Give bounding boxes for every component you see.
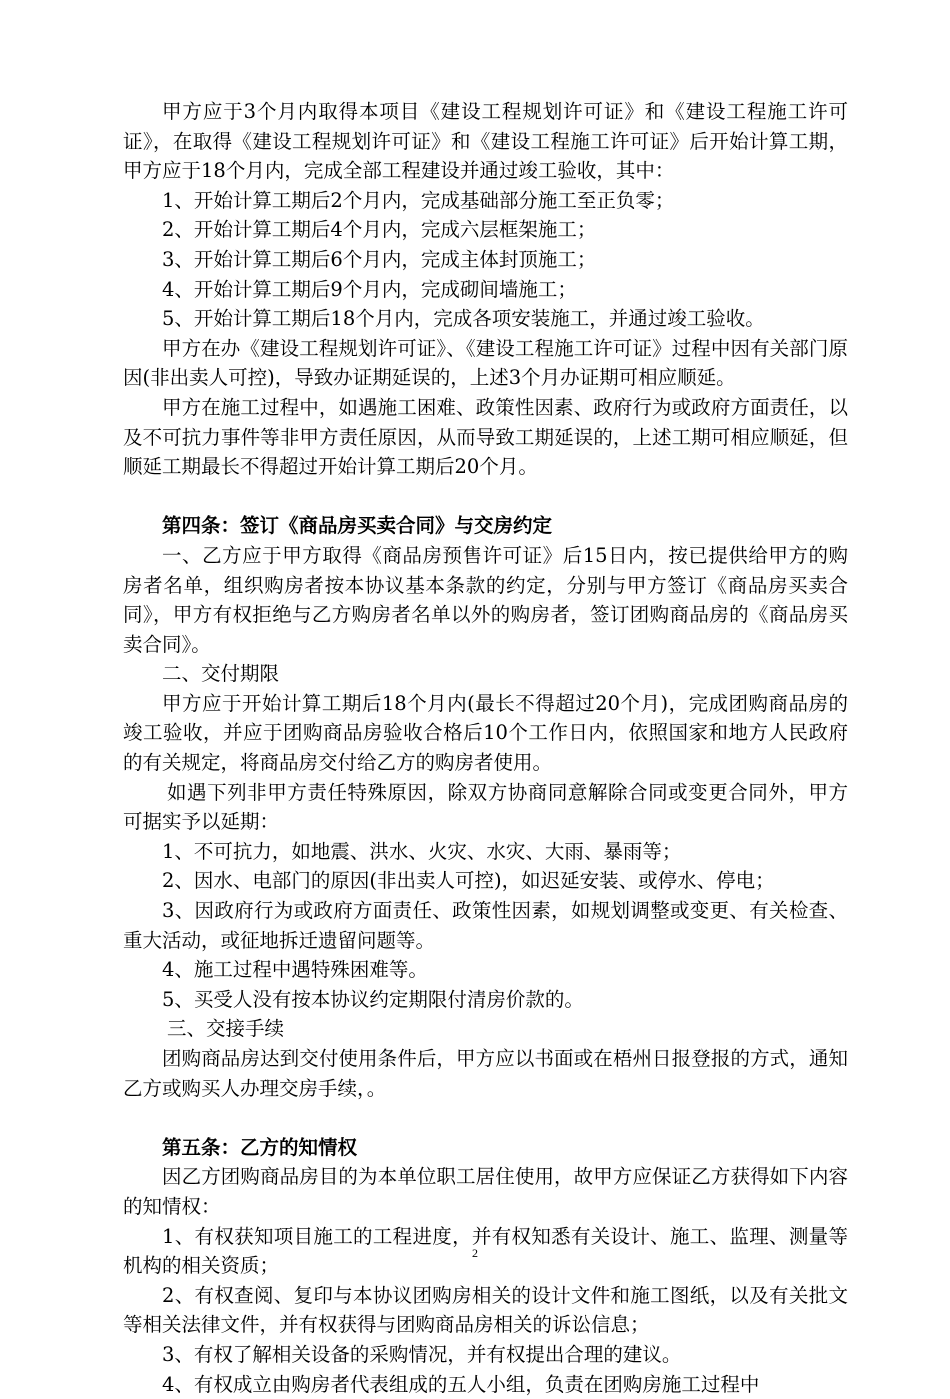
section-spacer (123, 482, 848, 512)
list-item-delay-3: 3、因政府行为或政府方面责任、政策性因素，如规划调整或变更、有关检查、重大活动，或征地拆迁遗留问题等。 (123, 899, 848, 952)
list-item-right-2: 2、有权查阅、复印与本协议团购房相关的设计文件和施工图纸，以及有关批文等相关法律文件，并有权获得与团购商品房相关的诉讼信息； (123, 1283, 848, 1337)
paragraph-sign-contract: 一、乙方应于甲方取得《商品房预售许可证》后15日内，按已提供给甲方的购房者名单，组织购房者按本协议基本条款的约定，分别与甲方签订《商品房买卖合同》，甲方有权拒绝与乙方购房者名单以外的购房者，签订团购商品房的《商品房买卖合同》。 (123, 543, 848, 656)
paragraph-permit-delay: 甲方在办《建设工程规划许可证》、《建设工程施工许可证》过程中因有关部门原因(非出卖人可控)，导致办证期延误的，上述3个月办证期可相应顺延。 (123, 336, 848, 390)
paragraph-right-to-know: 因乙方团购商品房目的为本单位职工居住使用，故甲方应保证乙方获得如下内容的知情权： (123, 1165, 848, 1218)
list-item-right-1: 1、有权获知项目施工的工程进度，并有权知悉有关设计、施工、监理、测量等机构的相关资质； (123, 1224, 848, 1278)
paragraph-delivery-period: 甲方应于开始计算工期后18个月内(最长不得超过20个月)，完成团购商品房的竣工验收，并应于团购商品房验收合格后10个工作日内，依照国家和地方人民政府的有关规定，将商品房交付给乙方的购房者使用。 (123, 691, 848, 775)
list-item-delay-1: 1、不可抗力，如地震、洪水、火灾、水灾、大雨、暴雨等； (162, 839, 682, 863)
list-item-milestone-1: 1、开始计算工期后2个月内，完成基础部分施工至正负零； (162, 188, 675, 212)
paragraph-construction-delay: 甲方在施工过程中，如遇施工困难、政策性因素、政府行为或政府方面责任，以及不可抗力事件等非甲方责任原因，从而导致工期延误的，上述工期可相应顺延，但顺延工期最长不得超过开始计算工期后20个月。 (123, 395, 848, 479)
subheading-delivery-period: 二、交付期限 (162, 662, 280, 686)
paragraph-delay-intro: 如遇下列非甲方责任特殊原因，除双方协商同意解除合同或变更合同外，甲方可据实予以延期： (123, 780, 848, 834)
list-item-milestone-4: 4、开始计算工期后9个月内，完成砌间墙施工； (162, 277, 577, 301)
list-item-delay-4: 4、施工过程中遇特殊困难等。 (162, 958, 428, 982)
list-item-milestone-2: 2、开始计算工期后4个月内，完成六层框架施工； (162, 218, 597, 242)
list-item-milestone-5: 5、开始计算工期后18个月内，完成各项安装施工，并通过竣工验收。 (162, 307, 765, 331)
section-spacer (123, 1103, 848, 1133)
page-number: 2 (472, 1246, 478, 1260)
subheading-handover: 三、交接手续 (167, 1017, 285, 1041)
paragraph-construction-period: 甲方应于3个月内取得本项目《建设工程规划许可证》和《建设工程施工许可证》，在取得《建设工程规划许可证》和《建设工程施工许可证》后开始计算工期，甲方应于18个月内，完成全部工程建设并通过竣工验收，其中： (123, 100, 848, 183)
section-heading-article-4: 第四条：签订《商品房买卖合同》与交房约定 (162, 514, 553, 538)
section-heading-article-5: 第五条：乙方的知情权 (162, 1135, 358, 1159)
list-item-delay-2: 2、因水、电部门的原因(非出卖人可控)，如迟延安装、或停水、停电； (162, 869, 775, 893)
list-item-delay-5: 5、买受人没有按本协议约定期限付清房价款的。 (162, 987, 584, 1011)
list-item-right-3: 3、有权了解相关设备的采购情况，并有权提出合理的建议。 (162, 1342, 682, 1366)
document-body (123, 97, 848, 1399)
list-item-right-4: 4、有权成立由购房者代表组成的五人小组，负责在团购房施工过程中 (162, 1372, 760, 1396)
paragraph-handover: 团购商品房达到交付使用条件后，甲方应以书面或在梧州日报登报的方式，通知乙方或购买人办理交房手续，。 (123, 1047, 848, 1100)
list-item-milestone-3: 3、开始计算工期后6个月内，完成主体封顶施工； (162, 247, 597, 271)
